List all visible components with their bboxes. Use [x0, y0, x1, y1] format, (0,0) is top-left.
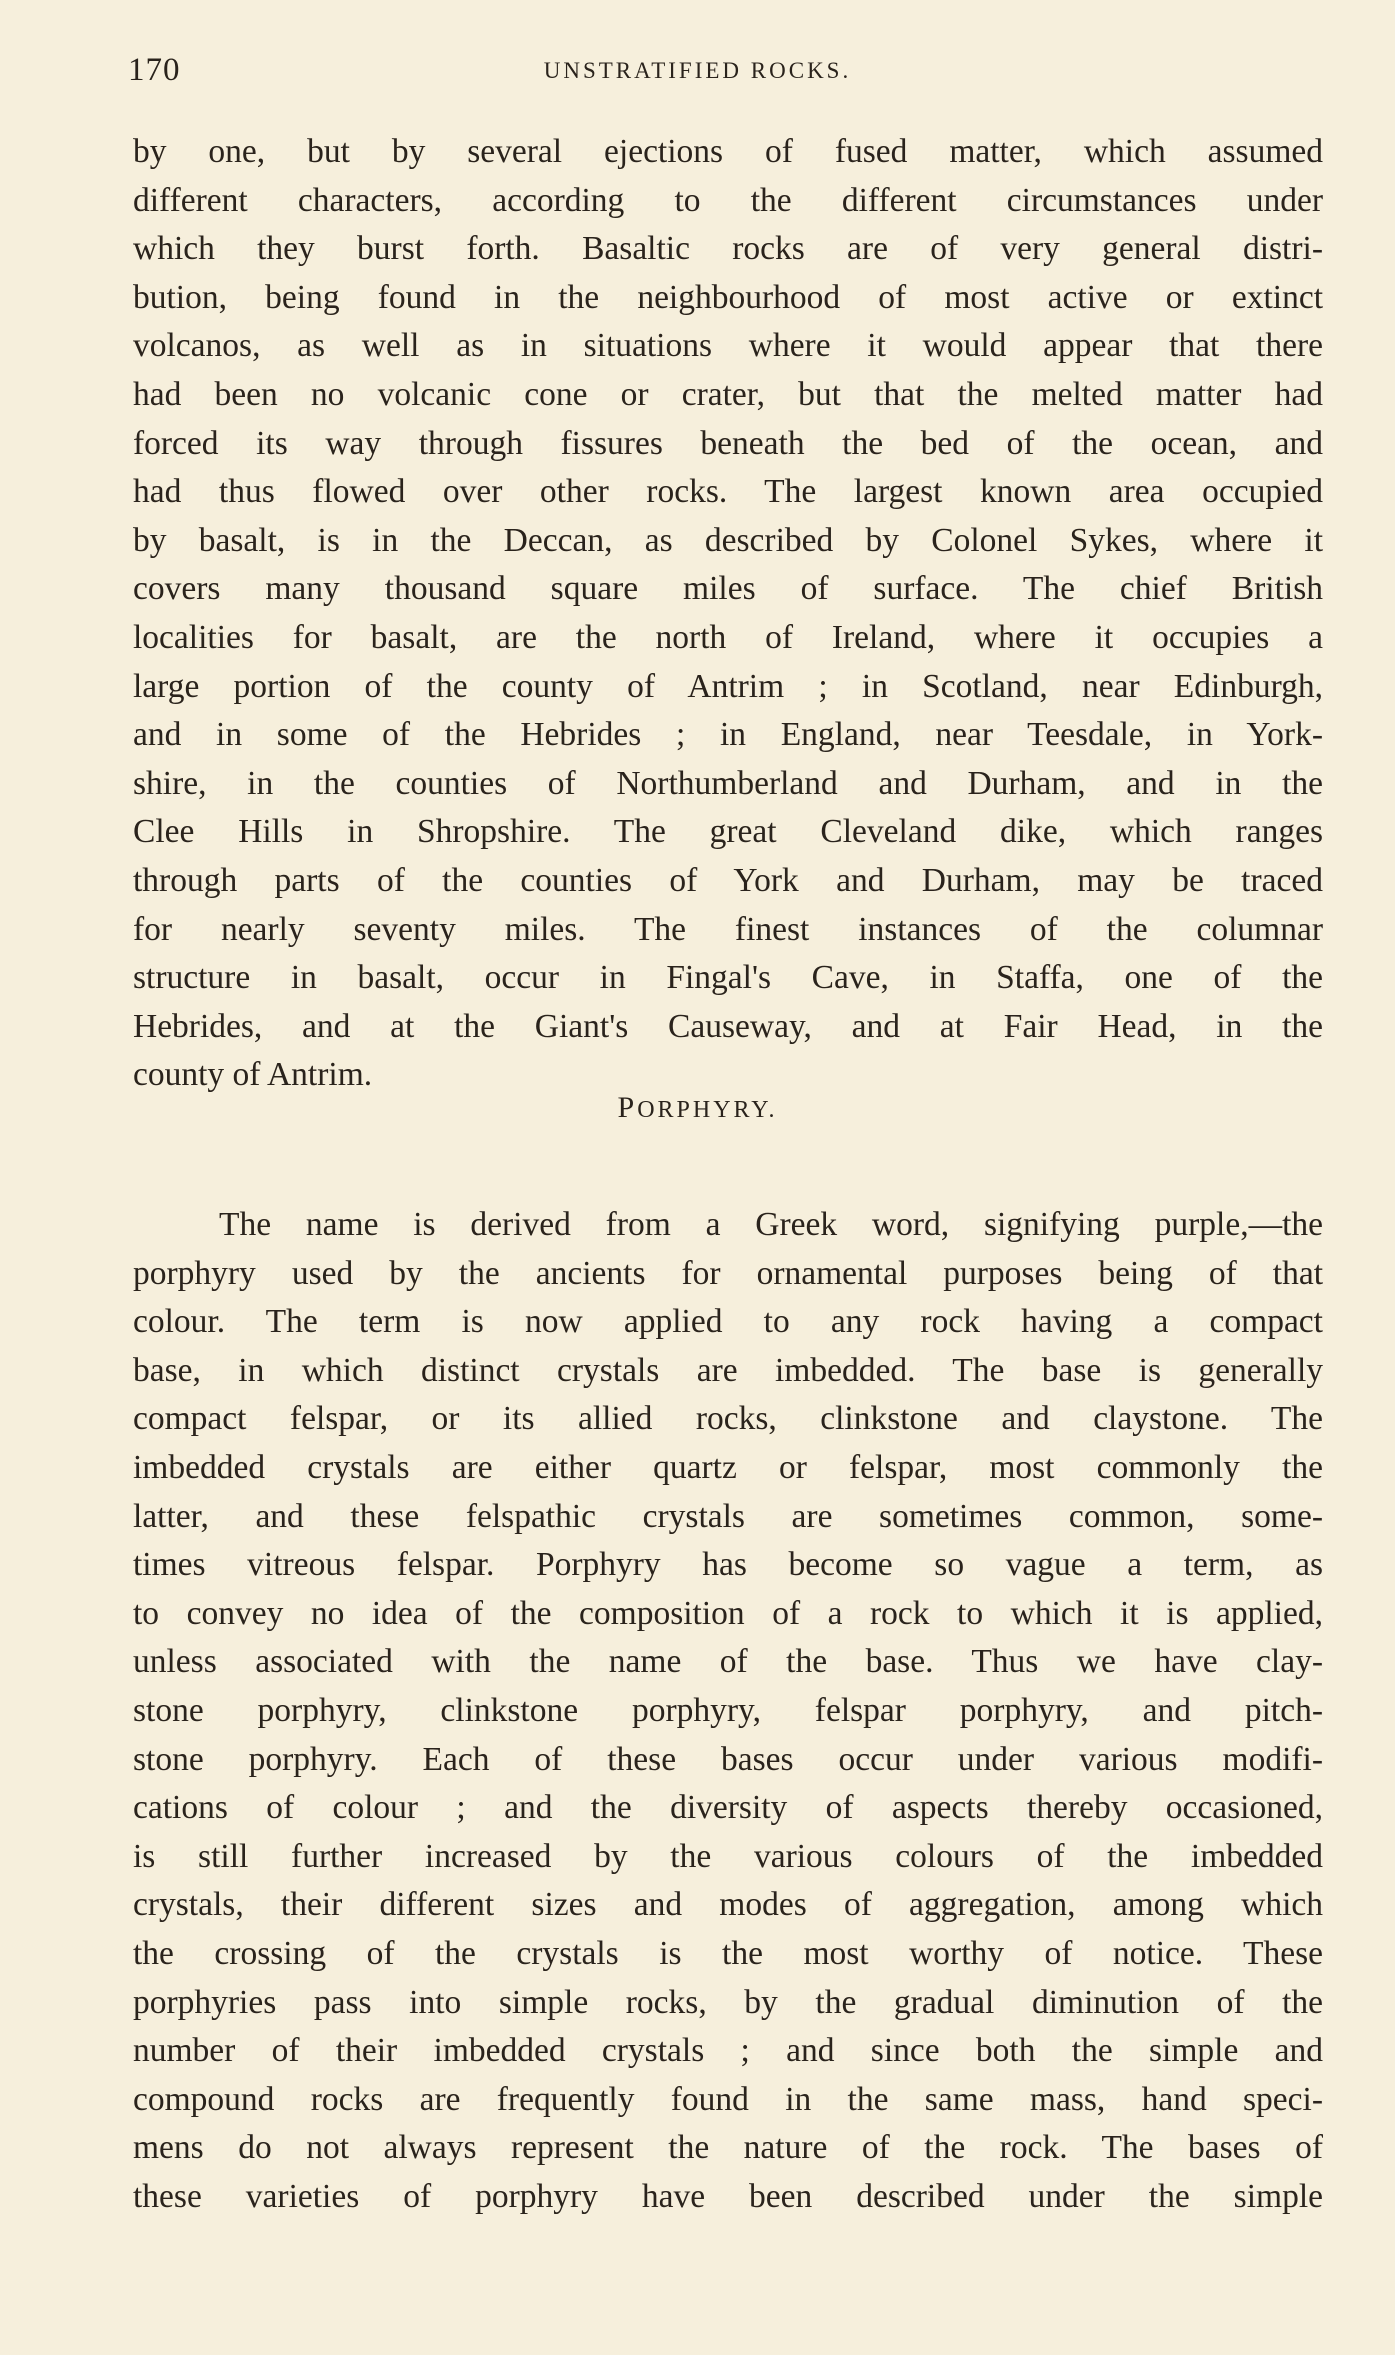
text-line: Hebrides, and at the Giant's Causeway, and at Fair Head, in the	[133, 1007, 1323, 1045]
text-line: large portion of the county of Antrim ; in Scotland, near Edinburgh,	[133, 667, 1323, 705]
text-line: covers many thousand square miles of surface. The chief British	[133, 570, 1323, 608]
text-line: bution, being found in the neighbourhood of most active or extinct	[133, 278, 1323, 316]
text-line: which they burst forth. Basaltic rocks are of very general distri-	[133, 230, 1323, 268]
text-line: had been no volcanic cone or crater, but that the melted matter had	[133, 375, 1323, 413]
page-number: 170	[128, 52, 181, 88]
running-head: UNSTRATIFIED ROCKS.	[543, 58, 852, 83]
text-line: had thus flowed over other rocks. The largest known area occupied	[133, 473, 1323, 511]
text-line: The name is derived from a Greek word, signifying purple,—the	[219, 1206, 1323, 1243]
text-line: unless associated with the name of the base. Thus we have clay-	[133, 1643, 1323, 1681]
text-line: porphyries pass into simple rocks, by the gradual diminution of the	[133, 1983, 1323, 2021]
text-line: imbedded crystals are either quartz or felspar, most commonly the	[133, 1448, 1323, 1486]
text-line: county of Antrim.	[133, 1056, 373, 1094]
text-line: localities for basalt, are the north of Ireland, where it occupies a	[133, 618, 1323, 656]
text-line: structure in basalt, occur in Fingal's Cave, in Staffa, one of the	[133, 959, 1323, 997]
text-line: the crossing of the crystals is the most worthy of notice. These	[133, 1934, 1323, 1972]
text-line: is still further increased by the various colours of the imbedded	[133, 1837, 1323, 1875]
text-line: mens do not always represent the nature of the rock. The bases of	[133, 2129, 1323, 2167]
text-line: stone porphyry, clinkstone porphyry, felspar porphyry, and pitch-	[133, 1691, 1323, 1729]
text-line: times vitreous felspar. Porphyry has become so vague a term, as	[133, 1546, 1323, 1584]
heading-initial: P	[617, 1091, 638, 1124]
text-line: crystals, their different sizes and modes of aggregation, among which	[133, 1886, 1323, 1924]
text-line: compound rocks are frequently found in the same mass, hand speci-	[133, 2080, 1323, 2118]
section-heading-porphyry	[0, 1088, 1395, 1130]
paragraph-porphyry	[133, 1201, 1323, 2221]
heading-rest: ORPHYRY.	[637, 1097, 778, 1123]
text-line: base, in which distinct crystals are imbedded. The base is generally	[133, 1351, 1323, 1389]
paragraph-basalt	[133, 128, 1323, 1100]
text-line: compact felspar, or its allied rocks, clinkstone and claystone. The	[133, 1400, 1323, 1438]
text-line: latter, and these felspathic crystals are sometimes common, some-	[133, 1497, 1323, 1535]
text-line: forced its way through fissures beneath the bed of the ocean, and	[133, 424, 1323, 462]
text-line: Clee Hills in Shropshire. The great Cleveland dike, which ranges	[133, 813, 1323, 851]
text-line: volcanos, as well as in situations where it would appear that there	[133, 327, 1323, 365]
text-line: stone porphyry. Each of these bases occur under various modifi-	[133, 1740, 1323, 1778]
text-line: through parts of the counties of York and Durham, may be traced	[133, 861, 1323, 899]
text-line: different characters, according to the different circumstances under	[133, 181, 1323, 219]
text-line: these varieties of porphyry have been described under the simple	[133, 2177, 1323, 2215]
text-line: for nearly seventy miles. The finest instances of the columnar	[133, 910, 1323, 948]
text-line: by basalt, is in the Deccan, as described by Colonel Sykes, where it	[133, 521, 1323, 559]
text-line: and in some of the Hebrides ; in England, near Teesdale, in York-	[133, 716, 1323, 754]
text-line: to convey no idea of the composition of a rock to which it is applied,	[133, 1594, 1323, 1632]
text-line: cations of colour ; and the diversity of aspects thereby occasioned,	[133, 1789, 1323, 1827]
text-line: by one, but by several ejections of fused matter, which assumed	[133, 133, 1323, 170]
text-line: colour. The term is now applied to any rock having a compact	[133, 1303, 1323, 1341]
text-line: number of their imbedded crystals ; and since both the simple and	[133, 2032, 1323, 2070]
text-line: porphyry used by the ancients for ornamental purposes being of that	[133, 1254, 1323, 1292]
text-line: shire, in the counties of Northumberland and Durham, and in the	[133, 764, 1323, 802]
